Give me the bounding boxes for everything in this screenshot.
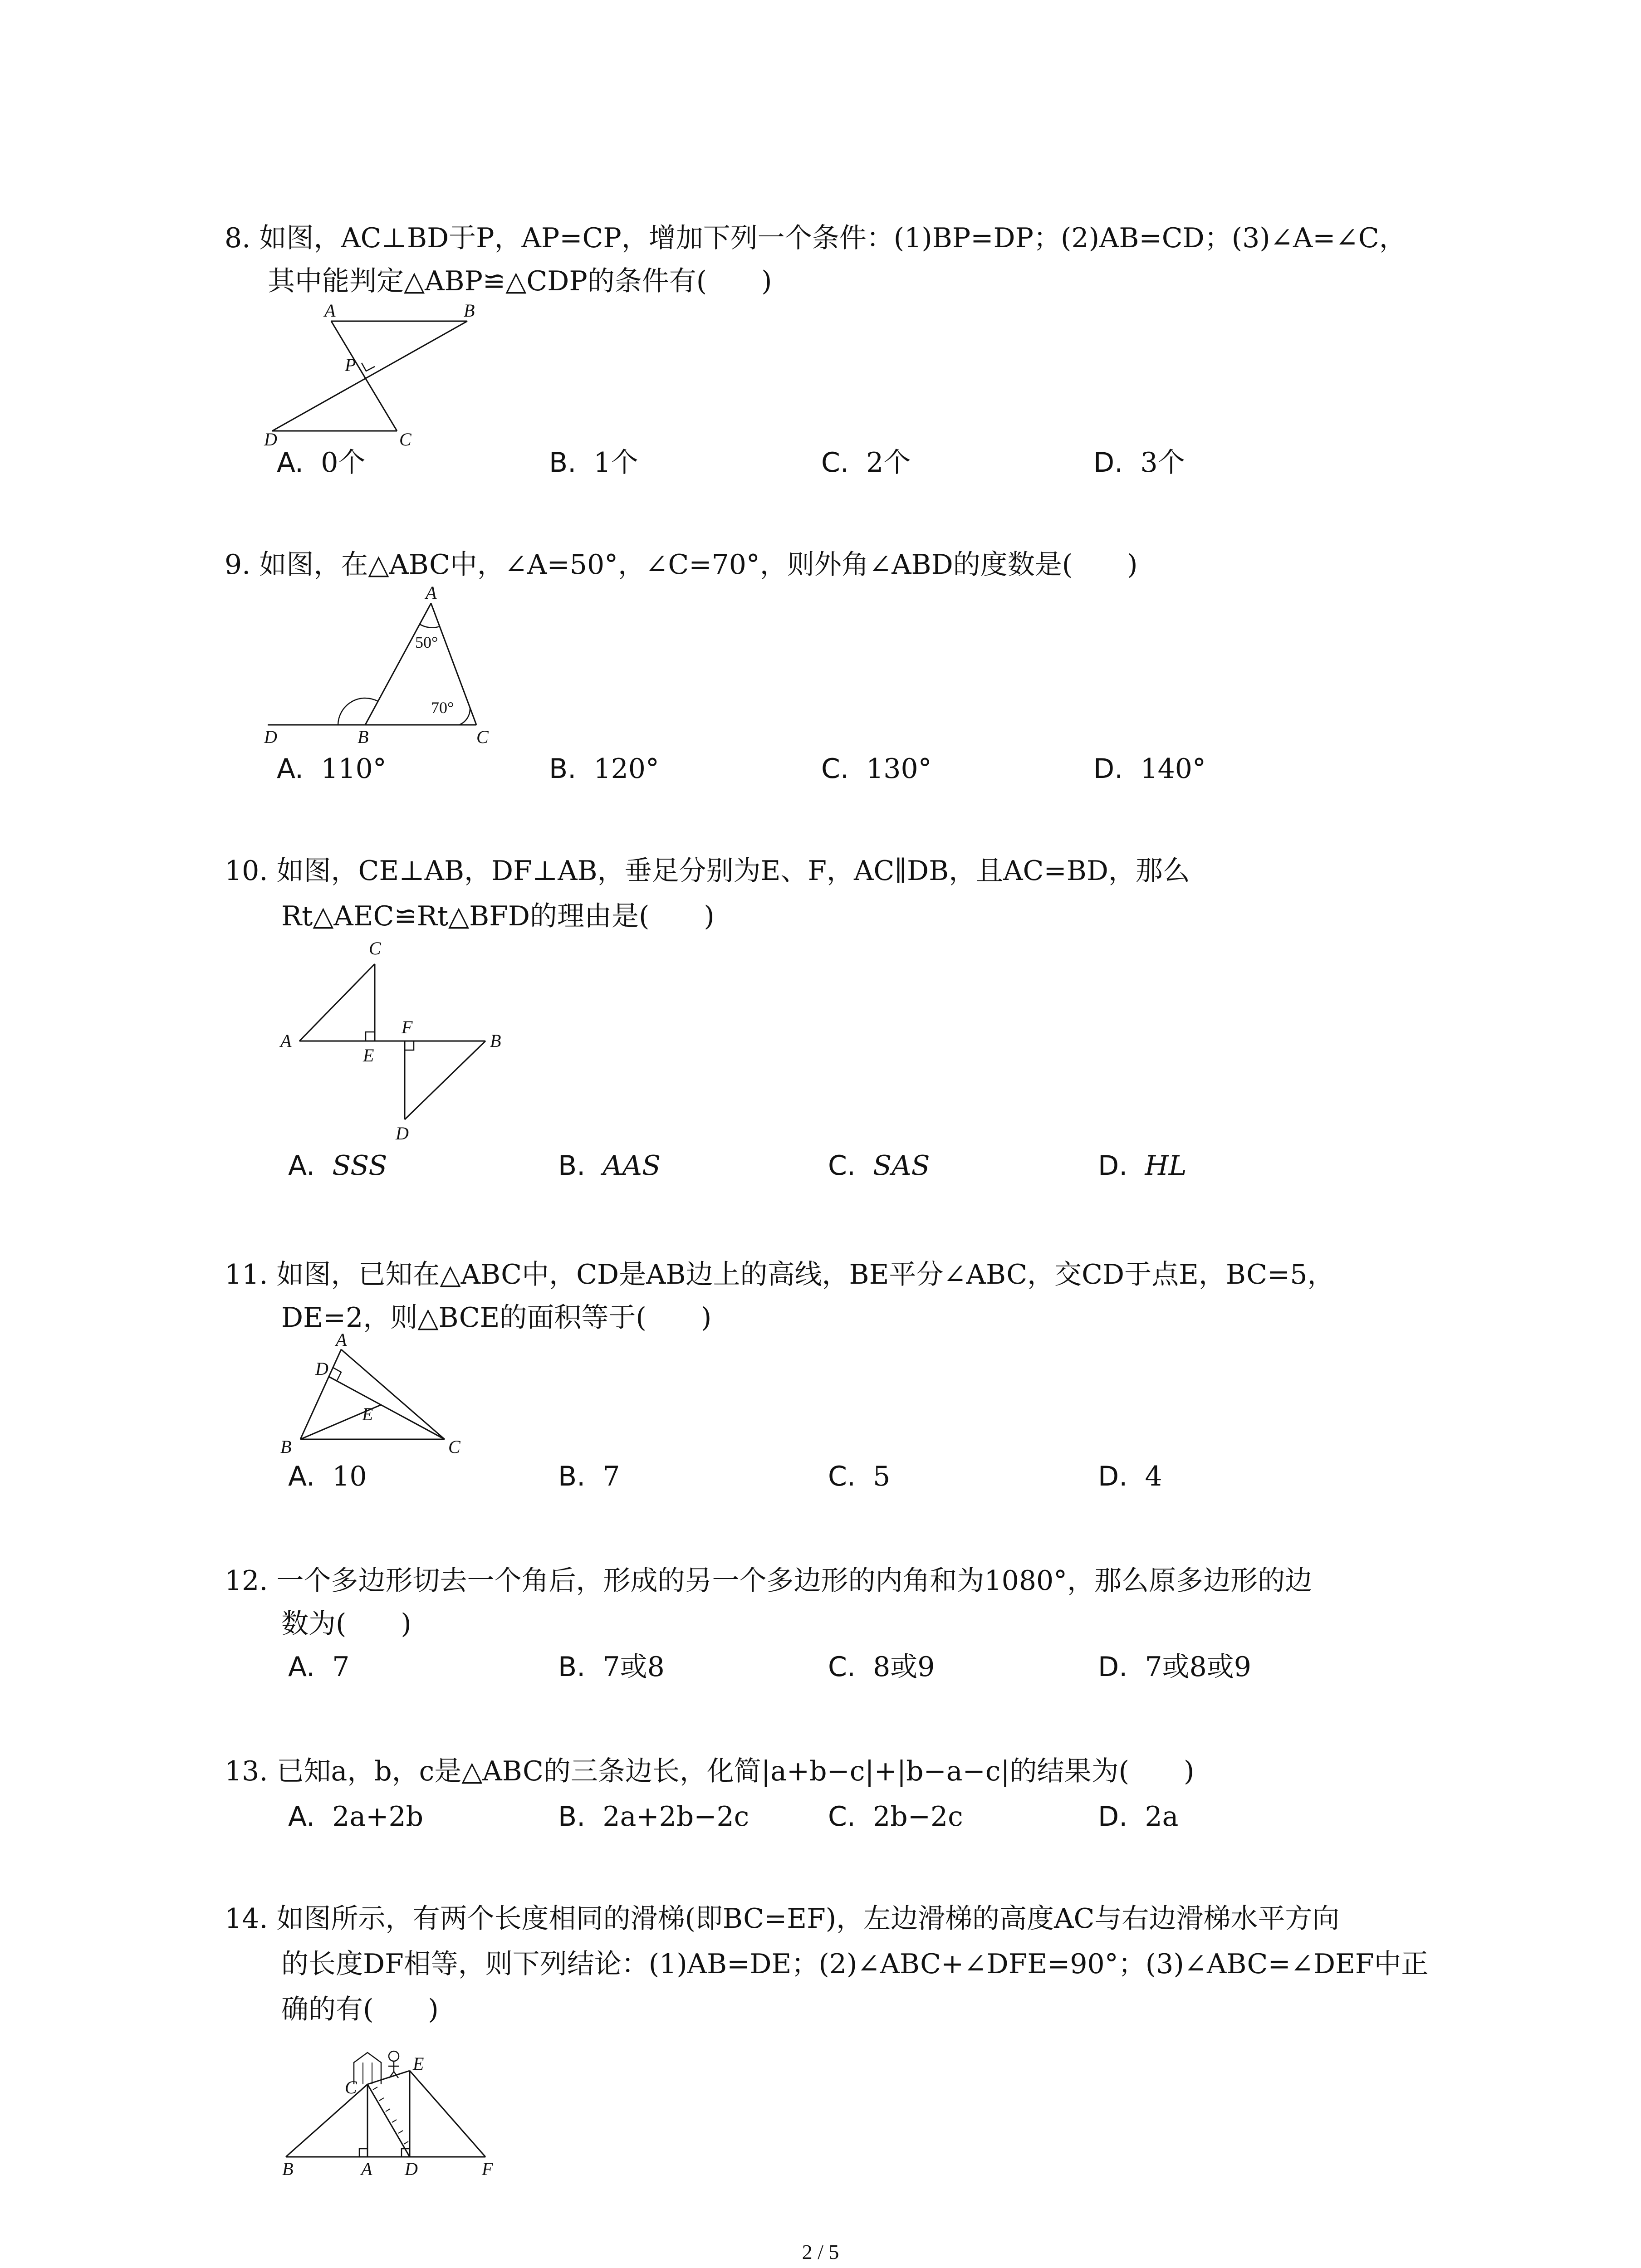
q11-label-E: E — [362, 1404, 373, 1424]
q9-angle-50: 50° — [415, 633, 438, 651]
question-11-line-1: 11. 如图，已知在△ABC中，CD是AB边上的高线，BE平分∠ABC，交CD于点E，BC=5， — [225, 1259, 1335, 1290]
option-text: 110° — [321, 753, 387, 785]
q11-label-A: A — [336, 1330, 347, 1350]
q14-label-D: D — [405, 2159, 418, 2179]
q8-label-A: A — [324, 300, 336, 321]
option-letter: B. — [549, 753, 577, 785]
question-10-option-d[interactable] — [1098, 1150, 1187, 1182]
question-10-line-1: 10. 如图，CE⊥AB，DF⊥AB，垂足分别为E、F，AC∥DB，且AC=BD，那么 — [225, 855, 1190, 887]
option-letter: A. — [288, 1651, 315, 1683]
option-text: SAS — [873, 1150, 930, 1182]
question-10-line-2: Rt△AEC≌Rt△BFD的理由是( ) — [281, 900, 715, 932]
option-text: 2个 — [866, 447, 911, 479]
question-8-option-b[interactable] — [549, 447, 638, 479]
question-11-line-2: DE=2，则△BCE的面积等于( ) — [281, 1302, 712, 1334]
question-12-line-2: 数为( ) — [281, 1608, 411, 1640]
question-14-line-1: 14. 如图所示，有两个长度相同的滑梯(即BC=EF)，左边滑梯的高度AC与右边滑梯水平方向 — [225, 1903, 1340, 1935]
question-8-option-c[interactable] — [821, 447, 911, 479]
question-12-option-b[interactable] — [558, 1653, 665, 1681]
question-14-figure — [272, 2021, 508, 2184]
question-13-option-b[interactable] — [558, 1801, 749, 1833]
option-letter: B. — [558, 1801, 586, 1833]
question-11-figure — [272, 1331, 490, 1463]
question-9-option-d[interactable] — [1093, 753, 1206, 785]
q10-label-A: A — [280, 1031, 292, 1051]
question-14-line-3: 确的有( ) — [281, 1994, 439, 2025]
option-text: 8或9 — [873, 1651, 935, 1683]
option-letter: C. — [821, 447, 849, 479]
option-text: AAS — [603, 1150, 661, 1182]
q9-label-D: D — [264, 727, 277, 747]
option-text: 7 — [332, 1651, 350, 1683]
q11-label-B: B — [280, 1437, 292, 1457]
option-text: 0个 — [321, 447, 366, 479]
q11-label-D: D — [315, 1359, 328, 1379]
question-13-option-a[interactable] — [288, 1801, 424, 1833]
question-12-option-a[interactable] — [288, 1653, 349, 1681]
question-11-option-b[interactable] — [558, 1463, 620, 1490]
option-letter: B. — [558, 1150, 586, 1182]
option-letter: A. — [277, 753, 304, 785]
option-text: 10 — [332, 1461, 367, 1492]
q11-label-C: C — [448, 1437, 460, 1457]
q14-label-C: C — [345, 2077, 357, 2097]
q10-label-B: B — [490, 1031, 501, 1051]
option-text: SSS — [332, 1150, 387, 1182]
q10-label-F: F — [402, 1017, 413, 1037]
question-12-option-c[interactable] — [828, 1653, 935, 1681]
option-letter: A. — [277, 447, 304, 479]
question-8-option-a[interactable] — [277, 447, 366, 479]
q9-angle-70: 70° — [431, 699, 454, 717]
question-10-option-b[interactable] — [558, 1150, 661, 1182]
option-text: 7 — [603, 1461, 620, 1492]
question-13-option-d[interactable] — [1098, 1801, 1179, 1833]
option-text: 4 — [1145, 1461, 1162, 1492]
q9-label-B: B — [358, 727, 369, 747]
q9-label-A: A — [426, 582, 437, 603]
q14-label-B: B — [282, 2159, 294, 2179]
question-11-option-d[interactable] — [1098, 1463, 1162, 1490]
option-letter: D. — [1098, 1801, 1128, 1833]
q14-label-A: A — [361, 2159, 372, 2179]
option-letter: C. — [828, 1150, 856, 1182]
option-letter: A. — [288, 1801, 315, 1833]
question-13-line-1: 13. 已知a，b，c是△ABC的三条边长，化简|a+b−c|+|b−a−c|的结果为( ) — [225, 1755, 1195, 1787]
option-letter: D. — [1098, 1461, 1128, 1492]
question-9-line-1: 9. 如图，在△ABC中，∠A=50°，∠C=70°，则外角∠ABD的度数是( ) — [225, 549, 1138, 581]
option-letter: C. — [828, 1801, 856, 1833]
q14-label-F: F — [482, 2159, 493, 2179]
option-letter: A. — [288, 1150, 315, 1182]
question-10-option-c[interactable] — [828, 1150, 930, 1182]
option-text: HL — [1145, 1150, 1187, 1182]
question-10-figure — [272, 930, 526, 1157]
option-text: 2a — [1145, 1801, 1179, 1833]
option-text: 2a+2b−2c — [603, 1801, 749, 1833]
question-14-line-2: 的长度DF相等，则下列结论：(1)AB=DE；(2)∠ABC+∠DFE=90°；(3)∠ABC=∠DEF中正 — [281, 1948, 1429, 1980]
question-9-option-c[interactable] — [821, 753, 932, 785]
option-text: 2a+2b — [332, 1801, 424, 1833]
option-letter: A. — [288, 1461, 315, 1492]
option-text: 130° — [866, 753, 932, 785]
option-letter: D. — [1098, 1150, 1128, 1182]
q10-label-E: E — [363, 1045, 374, 1066]
option-text: 3个 — [1140, 447, 1185, 479]
question-8-figure — [254, 299, 490, 454]
option-text: 1个 — [593, 447, 638, 479]
option-text: 5 — [873, 1461, 891, 1492]
question-9-option-b[interactable] — [549, 753, 659, 785]
q9-label-C: C — [476, 727, 489, 747]
q10-label-D: D — [396, 1123, 409, 1144]
option-letter: D. — [1093, 447, 1123, 479]
question-11-option-c[interactable] — [828, 1463, 890, 1490]
q14-label-E: E — [413, 2053, 424, 2074]
option-text: 140° — [1140, 753, 1206, 785]
option-letter: C. — [821, 753, 849, 785]
option-text: 120° — [593, 753, 659, 785]
q8-label-C: C — [399, 429, 411, 450]
option-text: 2b−2c — [873, 1801, 963, 1833]
q8-label-D: D — [264, 429, 277, 450]
option-letter: C. — [828, 1461, 856, 1492]
question-9-option-a[interactable] — [277, 753, 387, 785]
question-13-option-c[interactable] — [828, 1801, 963, 1833]
option-letter: B. — [558, 1461, 586, 1492]
question-8-option-d[interactable] — [1093, 447, 1185, 479]
option-text: 7或8 — [603, 1651, 665, 1683]
option-text: 7或8或9 — [1145, 1651, 1251, 1683]
q8-label-B: B — [464, 300, 475, 321]
question-9-figure — [254, 581, 517, 753]
option-letter: B. — [558, 1651, 586, 1683]
option-letter: C. — [828, 1651, 856, 1683]
option-letter: D. — [1093, 753, 1123, 785]
question-10-option-a[interactable] — [288, 1150, 387, 1182]
question-8-line-2: 其中能判定△ABP≌△CDP的条件有( ) — [268, 265, 772, 297]
q8-label-P: P — [345, 355, 356, 375]
question-11-option-a[interactable] — [288, 1463, 367, 1490]
question-12-line-1: 12. 一个多边形切去一个角后，形成的另一个多边形的内角和为1080°，那么原多边形的边 — [225, 1565, 1313, 1597]
option-letter: D. — [1098, 1651, 1128, 1683]
page-number: 2 / 5 — [802, 2240, 839, 2263]
question-12-option-d[interactable] — [1098, 1653, 1251, 1681]
question-8-line-1: 8. 如图，AC⊥BD于P，AP=CP，增加下列一个条件：(1)BP=DP；(2)AB=CD；(3)∠A=∠C， — [225, 222, 1406, 254]
q10-label-C: C — [369, 938, 381, 958]
option-letter: B. — [549, 447, 577, 479]
